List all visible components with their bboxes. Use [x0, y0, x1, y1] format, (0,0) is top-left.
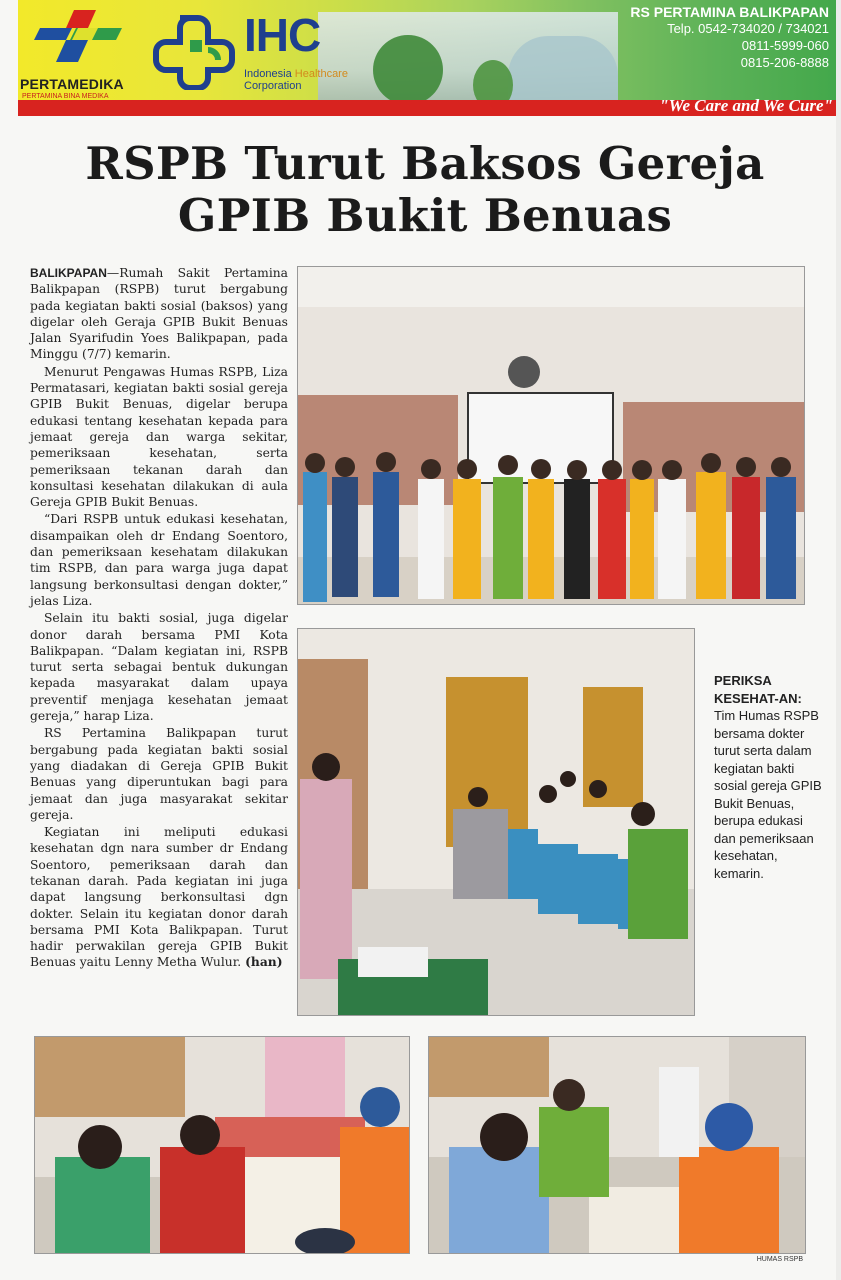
- checkup-photo-left-image: [35, 1037, 409, 1253]
- group-photo-image: [298, 267, 804, 604]
- page-edge: [836, 0, 841, 1280]
- author-initials: (han): [245, 954, 283, 970]
- tree-decoration: [373, 35, 443, 105]
- paragraph: Selain itu bakti sosial, juga digelar donor darah bersama PMI Kota Balikpapan. “Dalam kegiatan ini, RSPB turut serta sebagai bentuk dukungan kepada masyarakat dalam upaya preventif menjaga kesehatan jemaat gereja,” harap Liza.: [30, 611, 288, 724]
- paragraph: Menurut Pengawas Humas RSPB, Liza Permatasari, kegiatan bakti sosial gereja GPIB Bukit Benuas, digelar berupa edukasi tentang kesehatan kepada para jemaat gereja dan warga sekitar, pemeriksaan kesehatan, serta pemeriksaan tekanan darah dan konsultasi kesehatan dilakukan di aula Gereja GPIB Bukit Benuas.: [30, 364, 288, 510]
- paragraph: [30, 824, 288, 971]
- headline-line-1: RSPB Turut Baksos Gereja: [85, 137, 765, 190]
- tagline: "We Care and We Cure": [659, 96, 833, 115]
- photo-credit: HUMAS RSPB: [756, 1256, 803, 1263]
- ihc-logo-icon: [150, 10, 240, 90]
- paragraph: RS Pertamina Balikpapan turut bergabung pada kegiatan bakti sosial yang diadakan di Gereja GPIB Bukit Benuas yang diperuntukan bagi para jemaat dan juga masyarakat sekitar gereja.: [30, 726, 288, 822]
- caption-text: Tim Humas RSPB bersama dokter turut serta dalam kegiatan bakti sosial gereja GPIB Bukit Benuas, berupa edukasi dan pemeriksaan kesehatan, kemarin.: [714, 708, 822, 881]
- article-headline: [30, 138, 820, 242]
- phone-line: 0811-5999-060: [741, 38, 829, 53]
- paragraph: “Dari RSPB untuk edukasi kesehatan, disampaikan oleh dr Endang Soentoro, dan pemeriksaan kesehatam dilakukan tim RSPB, dan para warga juga dapat langsung berkonsultasi dengan dokter,” jelas Liza.: [30, 512, 288, 608]
- hospital-name: RS PERTAMINA BALIKPAPAN: [630, 4, 829, 20]
- paragraph-text: Kegiatan ini meliputi edukasi kesehatan dgn nara sumber dr Endang Soentoro, pemeriksaan darah dan tekanan darah. Pada kegiatan ini juga dapat langsung berkonsultasi dgn dokter. Selain itu kegiatan donor darah bersama PMI Kota Balikpapan. Turut hadir perwakilan gereja GPIB Bukit Benuas yaitu Lenny Metha Wulur.: [30, 825, 288, 970]
- education-photo-image: [298, 629, 694, 1015]
- pertamedika-subtitle: PERTAMINA BINA MEDIKA: [22, 93, 109, 100]
- phone-line: Telp. 0542-734020 / 734021: [667, 21, 829, 36]
- phone-line: 0815-206-8888: [740, 55, 829, 70]
- education-photo: [297, 628, 695, 1016]
- ihc-subtitle: [244, 68, 348, 80]
- pertamedika-logo-icon: [22, 6, 132, 66]
- checkup-photo-right-image: [429, 1037, 805, 1253]
- paragraph: [30, 265, 288, 363]
- building-dome: [508, 36, 618, 110]
- checkup-photo-left: [34, 1036, 410, 1254]
- ihc-name: IHC: [244, 9, 321, 61]
- hospital-contact: [630, 4, 829, 71]
- checkup-photo-right: [428, 1036, 806, 1254]
- group-photo: [297, 266, 805, 605]
- photo-caption: [714, 672, 822, 882]
- headline-line-2: GPIB Bukit Benuas: [177, 189, 673, 242]
- dateline: BALIKPAPAN: [30, 266, 107, 280]
- ihc-sub-corporation: Corporation: [244, 80, 302, 92]
- ihc-sub-healthcare: Healthcare: [294, 68, 348, 80]
- paragraph-text: —Rumah Sakit Pertamina Balikpapan (RSPB) turut bergabung pada kegiatan bakti sosial (baksos) yang digelar oleh Geraja GPIB Bukit Benuas Jalan Syarifudin Yoes Balikpapan, pada Minggu (7/7) kemarin.: [30, 266, 288, 362]
- ihc-sub-indonesia: Indonesia: [244, 68, 295, 80]
- pertamedika-name: PERTAMEDIKA: [20, 76, 124, 92]
- article-body: [30, 265, 288, 972]
- caption-lead: PERIKSA KESEHAT-AN:: [714, 673, 802, 706]
